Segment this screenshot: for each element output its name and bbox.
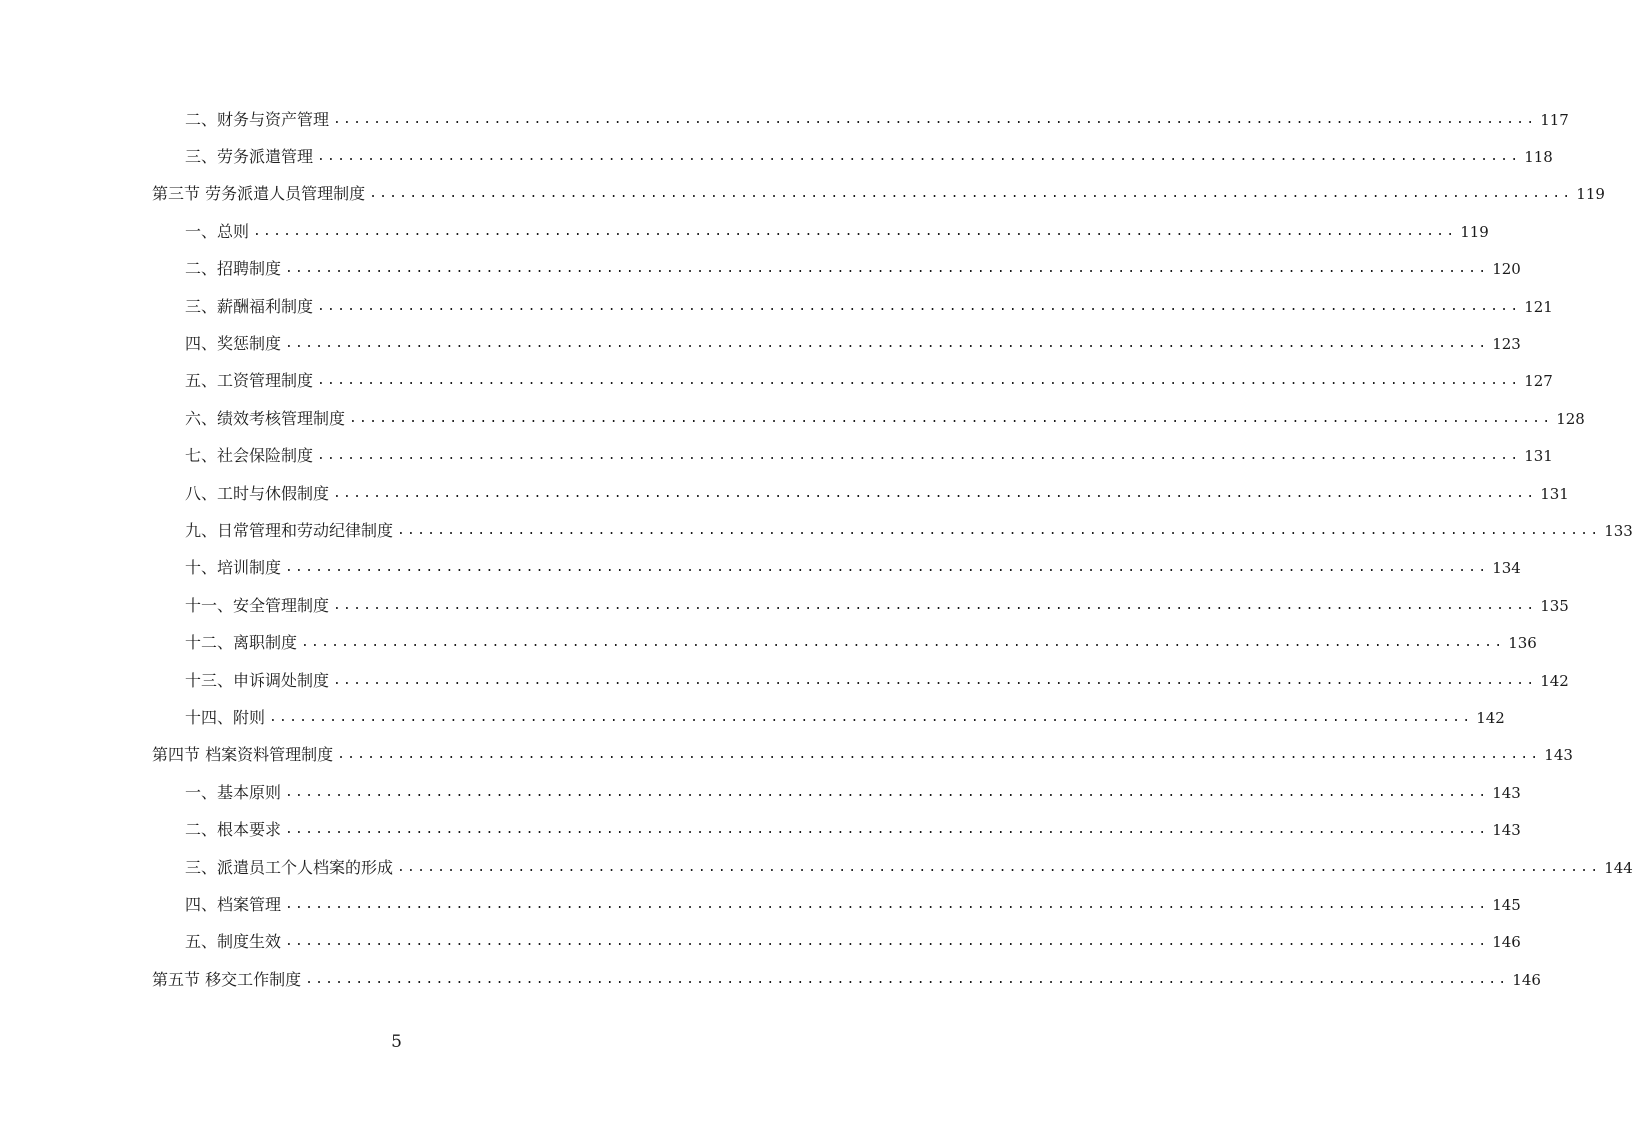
- toc-dot-leader: ........................................................................................................................: [285, 261, 1489, 277]
- toc-entry-page: 143: [1544, 746, 1573, 765]
- toc-dot-leader: ........................................................................................................................: [333, 597, 1537, 613]
- toc-section-entry[interactable]: [0, 737, 1573, 774]
- toc-dot-leader: ........................................................................................................................: [333, 672, 1537, 688]
- toc-subsection-entry[interactable]: [0, 475, 1569, 512]
- toc-entry-page: 117: [1540, 110, 1569, 129]
- toc-dot-leader: ........................................................................................................................: [397, 522, 1601, 538]
- toc-dot-leader: ........................................................................................................................: [349, 410, 1553, 426]
- toc-entry-page: 123: [1492, 335, 1521, 354]
- toc-entry-page: 144: [1604, 858, 1633, 877]
- toc-dot-leader: ........................................................................................................................: [317, 373, 1521, 389]
- toc-entry-page: 131: [1540, 484, 1569, 503]
- toc-entry-label: 七、社会保险制度: [185, 446, 317, 466]
- toc-entry-label: 一、总则: [185, 222, 253, 242]
- toc-dot-leader: ........................................................................................................................: [337, 747, 1541, 763]
- toc-entry-label: 第五节 移交工作制度: [152, 970, 305, 990]
- toc-subsection-entry[interactable]: [0, 849, 1633, 886]
- toc-dot-leader: ........................................................................................................................: [317, 298, 1521, 314]
- toc-entry-page: 134: [1492, 559, 1521, 578]
- toc-entry-label: 一、基本原则: [185, 783, 285, 803]
- toc-entry-page: 128: [1556, 409, 1585, 428]
- toc-subsection-entry[interactable]: [0, 662, 1569, 699]
- toc-dot-leader: ........................................................................................................................: [285, 896, 1489, 912]
- toc-entry-label: 四、档案管理: [185, 895, 285, 915]
- toc-subsection-entry[interactable]: [0, 325, 1521, 362]
- toc-entry-page: 133: [1604, 521, 1633, 540]
- toc-entry-label: 二、根本要求: [185, 820, 285, 840]
- toc-entry-label: 十二、离职制度: [185, 633, 301, 653]
- toc-dot-leader: ........................................................................................................................: [317, 149, 1521, 165]
- toc-entry-label: 二、财务与资产管理: [185, 110, 333, 130]
- toc-subsection-entry[interactable]: [0, 774, 1521, 811]
- toc-entry-page: 121: [1524, 297, 1553, 316]
- toc-entry-label: 八、工时与休假制度: [185, 484, 333, 504]
- toc-dot-leader: ........................................................................................................................: [301, 635, 1505, 651]
- toc-subsection-entry[interactable]: [0, 288, 1553, 325]
- toc-entry-label: 第四节 档案资料管理制度: [152, 745, 337, 765]
- toc-entry-page: 146: [1492, 933, 1521, 952]
- toc-subsection-entry[interactable]: [0, 213, 1489, 250]
- toc-entry-page: 119: [1460, 222, 1489, 241]
- toc-subsection-entry[interactable]: [0, 886, 1521, 923]
- toc-dot-leader: ........................................................................................................................: [333, 485, 1537, 501]
- toc-entry-page: 145: [1492, 895, 1521, 914]
- toc-entry-page: 136: [1508, 634, 1537, 653]
- toc-subsection-entry[interactable]: [0, 363, 1553, 400]
- toc-dot-leader: ........................................................................................................................: [285, 784, 1489, 800]
- toc-subsection-entry[interactable]: [0, 101, 1569, 138]
- toc-entry-label: 五、工资管理制度: [185, 371, 317, 391]
- toc-entry-page: 135: [1540, 596, 1569, 615]
- toc-entry-page: 146: [1512, 970, 1541, 989]
- toc-entry-label: 三、薪酬福利制度: [185, 297, 317, 317]
- toc-entry-page: 143: [1492, 821, 1521, 840]
- toc-dot-leader: ........................................................................................................................: [369, 186, 1573, 202]
- toc-subsection-entry[interactable]: [0, 924, 1521, 961]
- toc-entry-label: 五、制度生效: [185, 932, 285, 952]
- toc-subsection-entry[interactable]: [0, 624, 1537, 661]
- toc-subsection-entry[interactable]: [0, 400, 1585, 437]
- toc-entry-label: 三、劳务派遣管理: [185, 147, 317, 167]
- toc-entry-label: 九、日常管理和劳动纪律制度: [185, 521, 397, 541]
- toc-entry-label: 三、派遣员工个人档案的形成: [185, 858, 397, 878]
- toc-dot-leader: ........................................................................................................................: [285, 934, 1489, 950]
- toc-entry-label: 六、绩效考核管理制度: [185, 409, 349, 429]
- toc-dot-leader: ........................................................................................................................: [333, 111, 1537, 127]
- toc-entry-label: 十四、附则: [185, 708, 269, 728]
- toc-subsection-entry[interactable]: [0, 251, 1521, 288]
- toc-entry-page: 142: [1540, 671, 1569, 690]
- toc-dot-leader: ........................................................................................................................: [317, 448, 1521, 464]
- page-number: 5: [391, 1032, 402, 1052]
- toc-entry-page: 119: [1576, 185, 1605, 204]
- toc-entry-page: 142: [1476, 708, 1505, 727]
- toc-subsection-entry[interactable]: [0, 438, 1553, 475]
- toc-dot-leader: ........................................................................................................................: [253, 223, 1457, 239]
- toc-section-entry[interactable]: [0, 176, 1605, 213]
- toc-entry-label: 十一、安全管理制度: [185, 596, 333, 616]
- toc-entry-page: 118: [1524, 148, 1553, 167]
- toc-entry-label: 十三、申诉调处制度: [185, 671, 333, 691]
- toc-entry-label: 十、培训制度: [185, 558, 285, 578]
- toc-entry-page: 143: [1492, 783, 1521, 802]
- toc-entry-label: 四、奖惩制度: [185, 334, 285, 354]
- toc-dot-leader: ........................................................................................................................: [269, 709, 1473, 725]
- toc-subsection-entry[interactable]: [0, 811, 1521, 848]
- table-of-contents: [0, 101, 1633, 998]
- toc-entry-page: 131: [1524, 447, 1553, 466]
- toc-entry-label: 二、招聘制度: [185, 259, 285, 279]
- toc-subsection-entry[interactable]: [0, 512, 1633, 549]
- toc-entry-page: 127: [1524, 372, 1553, 391]
- toc-dot-leader: ........................................................................................................................: [305, 971, 1509, 987]
- toc-dot-leader: ........................................................................................................................: [285, 822, 1489, 838]
- toc-section-entry[interactable]: [0, 961, 1541, 998]
- toc-entry-label: 第三节 劳务派遣人员管理制度: [152, 184, 369, 204]
- toc-dot-leader: ........................................................................................................................: [285, 336, 1489, 352]
- toc-subsection-entry[interactable]: [0, 699, 1505, 736]
- toc-entry-page: 120: [1492, 260, 1521, 279]
- toc-subsection-entry[interactable]: [0, 550, 1521, 587]
- toc-dot-leader: ........................................................................................................................: [397, 859, 1601, 875]
- toc-subsection-entry[interactable]: [0, 587, 1569, 624]
- toc-subsection-entry[interactable]: [0, 138, 1553, 175]
- toc-dot-leader: ........................................................................................................................: [285, 560, 1489, 576]
